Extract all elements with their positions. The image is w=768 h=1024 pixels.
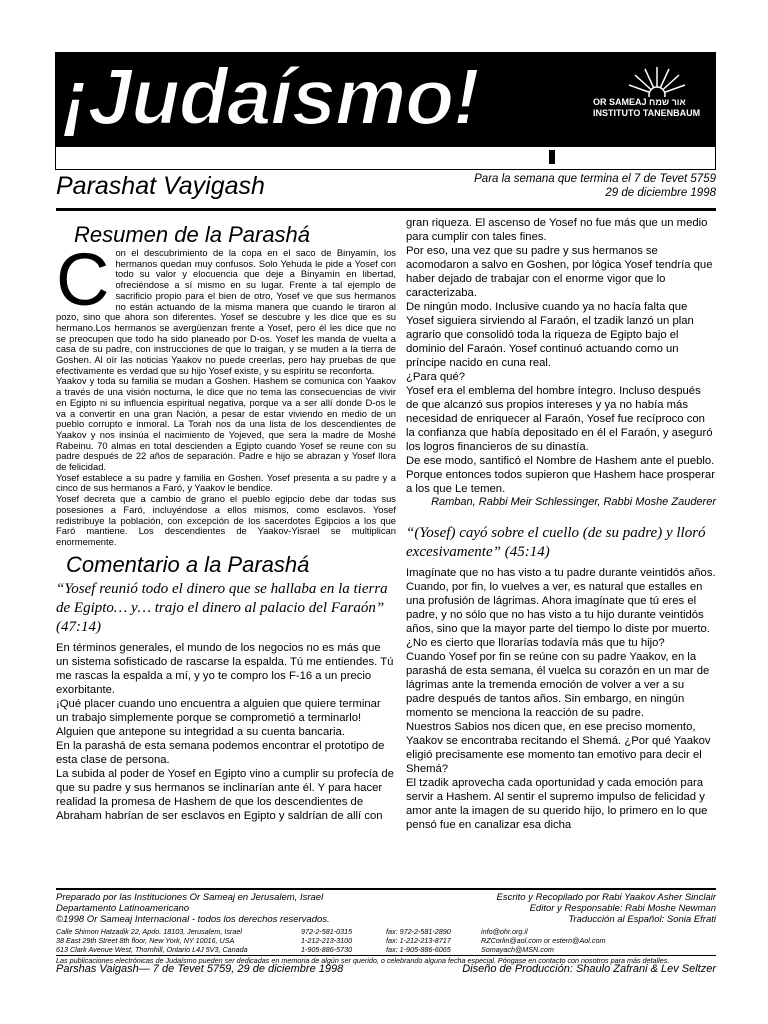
- footer-editor: Editor y Responsable: Rabi Moshe Newman: [529, 903, 716, 914]
- right-paragraph-1: gran riqueza. El ascenso de Yosef no fue más que un medio para cumplir con tales fines.: [406, 217, 708, 243]
- institute-subname: INSTITUTO TANENBAUM: [593, 108, 701, 118]
- address-jerusalem: Calle Shimon Hatzadik 22, Apdo. 18103, Jerusalem, Israel: [56, 927, 242, 936]
- parasha-title: Parashat Vayigash: [56, 172, 265, 200]
- phone-canada: 1-905-886-5730: [301, 945, 353, 954]
- contact-grid: [56, 927, 716, 954]
- commentary-paragraph-3: En la parashá de esta semana podemos encontrar el prototipo de esta clase de persona.: [56, 739, 385, 766]
- email-newyork[interactable]: RZCorlin@aol.com or estern@Aol.com: [481, 936, 606, 945]
- summary-heading: Resumen de la Parashá: [74, 222, 311, 247]
- sunrise-logo-icon: [627, 65, 687, 97]
- phone-newyork: 1-212-213-3100: [301, 936, 353, 945]
- second-paragraph-4: El tzadik aprovecha cada oportunidad y cada emoción para servir a Hashem. Al sentir el supremo impulso de felicidad y amor ante la imagen de su querido hijo, lo primero en lo que pensó fue en canalizar esa dicha: [406, 776, 708, 831]
- week-line: Para la semana que termina el 7 de Tevet 5759: [474, 173, 716, 185]
- summary-text: on el descubrimiento de la copa en el saco de Binyamín, los hermanos quedan muy confusos. Solo Yehuda le pide a Yosef con todo su valor y elocuencia que deje a Binyamín en libertad, ofreciéndose a sí mismo en su lugar. Frente a tal ejemplo de sacrificio propio para el bien de otro, Yosef ve que sus hermanos no están actuando de la misma manera que cuando le tiraron al pozo, sino que ahora son diferentes. Yosef se descubre y les dice que es su hermano.Los hermanos se avergüenzan frente a Yosef, pero él les dice que no se preocupen que todo ha sido planeado por D-os. Yosef les manda de vuelta a casa de su padre, con instrucciones de que lo traigan, y se muden a la tierra de Goshen. Al oír las noticias Yaakov no puede creerlas, pero hay pruebas de que efectivamente es verdad que su hijo Yosef existe, y su espíritu se reconforta.: [56, 247, 396, 376]
- fax-canada: fax: 1-905-886-6065: [386, 945, 451, 954]
- footer-right: [497, 892, 716, 925]
- sources-signature: Ramban, Rabbi Meir Schlessinger, Rabbi Moshe Zauderer: [431, 496, 716, 508]
- dedication-notice: Las publicaciones electrónicas de Judaísmo pueden ser dedicadas en memoria de algún ser querido, o celebrando alguna fecha especial. Póngase en contacto con nosotros para más detalles.: [56, 955, 716, 965]
- fax-newyork: fax: 1-212-213-8717: [386, 936, 451, 945]
- summary-paragraph-2: Yaakov y toda su familia se mudan a Goshen. Hashem se comunica con Yaakov a través de una visión nocturna, le dice que no tema las consecuencias de vivir en Egipto ni su influencia espiritual negativa, porque va a ser allí donde D-os le va a convertir en una gran Nación, a pesar de estar viviendo en medio de un pueblo corrupto e inmoral. La Torah nos da una lista de los descendientes de Yaakov y nos insinúa el nacimiento de Yojeved, que sera la madre de Moshé Rabeinu. 70 almas en total descienden a Egipto cuando Yosef se reune con su padre después de 22 años de separación. Padre e hijo se abrazan y Yosef llora de felicidad.: [56, 375, 396, 473]
- bottom-line: [56, 963, 716, 975]
- masthead-title: ¡Judaísmo!: [62, 52, 479, 141]
- masthead-mark: [549, 150, 555, 164]
- commentary-paragraph-1: En términos generales, el mundo de los negocios no es más que un sistema sofisticado de rascarse la espalda. Tú me entiendes. Tú me rascas la espalda a mí, y yo te compro los F-16 a un precio exorbitante.: [56, 641, 394, 696]
- email-jerusalem[interactable]: info@ohr.org.il: [481, 927, 528, 936]
- email-canada[interactable]: Somayach@MSN.com: [481, 945, 554, 954]
- commentary-heading: Comentario a la Parashá: [66, 551, 310, 577]
- second-paragraph-3: Nuestros Sabios nos dicen que, en ese preciso momento, Yaakov se encontraba recitando el Shemá. ¿Por qué Yaakov eligió precisamente ese momento tan emotivo para decir el Shemá?: [406, 720, 711, 775]
- masthead-divider: [56, 145, 715, 147]
- address-canada: 613 Clark Avenue West, Thornhill, Ontario L4J 5V3, Canada: [56, 945, 248, 954]
- footer-translator: Traducción al Español: Sonia Efrati: [568, 914, 716, 925]
- commentary-quote: “Yosef reunió todo el dinero que se hallaba en la tierra de Egipto… y… trajo el dinero al palacio del Faraón” (47:14): [56, 580, 388, 635]
- right-paragraph-3: De ningún modo. Inclusive cuando ya no hacía falta que Yosef siguiera sirviendo al Faraón, el tzadik lanzó un plan agrario que consolidó toda la riqueza de Egipto bajo el dominio del Faraón. Yosef continuó actuando como un príncipe nacido en cuna real.: [406, 301, 694, 369]
- commentary-paragraph-4: La subida al poder de Yosef en Egipto vino a cumplir su profecía de que su padre y sus hermanos se inclinarían ante él. Y para hacer realidad la promesa de Hashem de que los descendientes de Abraham habrían de ser esclavos en Egipto y saldrían de allí con: [56, 767, 394, 822]
- left-column: [56, 222, 396, 823]
- footer: [56, 888, 716, 965]
- right-paragraph-6: De ese modo, santificó el Nombre de Hashem ante el pueblo. Porque entonces todos supieron que Hashem hace prosperar a los que Le temen.: [406, 455, 715, 495]
- footer-department: Departamento Latinoamericano: [56, 903, 190, 914]
- address-newyork: 38 East 29th Street 8th floor, New York, NY 10016, USA: [56, 936, 235, 945]
- institute-logo-text: [593, 97, 703, 119]
- masthead: [55, 52, 716, 170]
- footer-copyright: ©1998 Or Sameaj Internacional - todos los derechos reservados.: [56, 914, 330, 925]
- second-paragraph-1: Imagínate que no has visto a tu padre durante veintidós años. Cuando, por fin, lo vuelves a ver, es natural que estalles en una profusión de lágrimas. Ahora imagínate que tú eres el padre, y no sólo que no has visto a tu hijo durante veintidós años, sino que la mayor parte del tiempo lo diste por muerto. ¿No es cierto que llorarías todavía más que tu hijo?: [406, 566, 716, 649]
- summary-paragraph-3: Yosef establece a su padre y familia en Goshen. Yosef presenta a su padre y a cinco de sus hermanos a Faró, y Yaakov le bendice.: [56, 471, 396, 494]
- second-paragraph-2: Cuando Yosef por fin se reúne con su padre Yaakov, en la parashá de esta semana, él vuelca su corazón en un mar de lágrimas ante la tremenda emoción de volver a ver a su padre después de tantos años. Sin embargo, en ningún momento se menciona la reacción de su padre.: [406, 650, 710, 719]
- right-paragraph-4: ¿Para qué?: [406, 371, 466, 383]
- phone-jerusalem: 972-2-581-0315: [301, 927, 353, 936]
- right-column: [406, 216, 716, 832]
- header-rule: [56, 208, 716, 211]
- fax-jerusalem: fax: 972-2-581-2890: [386, 927, 451, 936]
- date-line: 29 de diciembre 1998: [605, 187, 716, 199]
- institute-name: OR SAMEAJ אור שמח: [593, 97, 686, 107]
- dropcap: C: [56, 238, 110, 321]
- bottom-left-issue: Parshas Vaigash— 7 de Tevet 5759, 29 de diciembre 1998: [56, 963, 344, 975]
- right-paragraph-2: Por eso, una vez que su padre y sus hermanos se acomodaron a salvo en Goshen, por lógica Yosef tendría que haber dejado de trabajar con el enorme vigor que lo caracterizaba.: [406, 245, 713, 299]
- right-paragraph-5: Yosef era el emblema del hombre íntegro. Incluso después de que alcanzó sus propios intereses y ya no había más necesidad de enriquecer al Faraón, Yosef fue recíproco con la confianza que había depositado en él el Faraón, y aseguró los logros financieros de su dinastía.: [406, 385, 713, 453]
- footer-prepared-by: Preparado por las Instituciones Or Sameaj en Jerusalem, Israel: [56, 892, 324, 903]
- week-info: [400, 172, 716, 200]
- summary-paragraph-4: Yosef decreta que a cambio de grano el pueblo egipcio debe dar todas sus posesiones a Faró, incluyéndose a ellos mismos, como esclavos. Yosef redistribuye la población, con excepción de los sacerdotes Egipcios a los que Faró mantiene. Los descendientes de Yaakov-Yisrael se multiplican enormemente.: [56, 493, 396, 547]
- footer-author: Escrito y Recopilado por Rabi Yaakov Asher Sinclair: [496, 892, 716, 903]
- footer-left: [56, 892, 330, 925]
- commentary-paragraph-2: ¡Qué placer cuando uno encuentra a alguien que quiere terminar un trabajo simplemente porque se comprometió a terminarlo! Alguien que antepone su integridad a su cuenta bancaria.: [56, 697, 381, 738]
- second-quote: “(Yosef) cayó sobre el cuello (de su padre) y lloró excesivamente” (45:14): [406, 524, 706, 560]
- bottom-right-credits: Diseño de Producción: Shaulo Zafrani & Lev Seltzer: [462, 963, 716, 975]
